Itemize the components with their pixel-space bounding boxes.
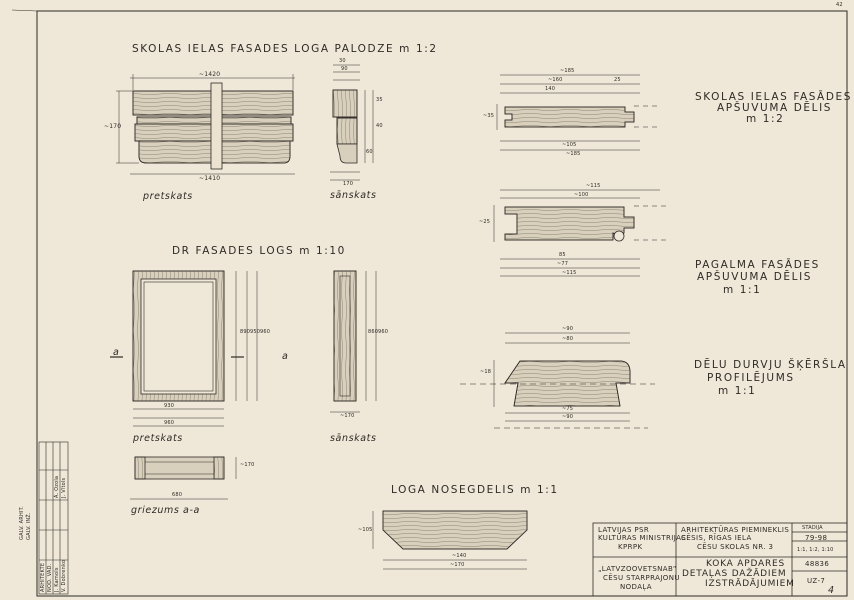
dim-sill-height: ~170 [104, 123, 122, 130]
tb-project-1: ARHITEKTŪRAS PIEMINEKLIS [681, 526, 790, 534]
sill-board-title: LOGA NOSEGDELIS m 1:1 [391, 484, 559, 496]
dim-street-side: ~35 [483, 113, 495, 119]
window-front-label: pretskats [133, 433, 183, 444]
sig-role-1: GALV. ARHIT. [19, 505, 25, 540]
dim-sill-side-b: 90 [341, 66, 348, 72]
dim-window-side-b: 960 [378, 329, 389, 335]
dim-sill-width: ~1420 [199, 71, 221, 78]
street-board-title-1: SKOLAS IELAS FASĀDES [695, 91, 853, 103]
sig-role-2: GALV. INŽ. [26, 512, 32, 540]
dim-gable-top-b: ~100 [574, 192, 589, 198]
dim-street-top-c: 140 [545, 86, 556, 92]
sig-name-2: V. Dobrenko [61, 559, 67, 592]
sig-name-4: J. Vītols [61, 477, 67, 498]
street-board-section [497, 75, 660, 150]
tb-workshop-2: CĒSU STARPRAJONU [603, 574, 680, 582]
window-section-aa [130, 457, 236, 499]
door-profile-title-1: DĒLU DURVJU ŠĶĒRŠLA [694, 359, 847, 371]
sig-role-3: ARHITEKTE [40, 562, 46, 592]
tb-project-3: CĒSU SKOLAS NR. 3 [697, 543, 774, 551]
dim-section-width: 680 [172, 492, 183, 498]
tb-workshop-1: „LATVZOOVETSNAB” [598, 565, 677, 573]
dim-door-c: ~18 [480, 369, 492, 375]
tb-workshop-3: NODAĻA [620, 583, 652, 591]
tb-archive-no: 48836 [805, 560, 830, 568]
street-board-scale: m 1:2 [746, 113, 785, 125]
sill-side-label: sānskats [330, 190, 377, 201]
dim-street-bottom-a: ~105 [562, 142, 577, 148]
dim-gable-top-a: ~115 [586, 183, 601, 189]
dim-gable-bottom-a: 85 [559, 252, 566, 258]
cut-mark-left: a [113, 347, 120, 358]
dim-nose-a: ~170 [450, 562, 465, 568]
dim-sill-width-low: ~1410 [199, 175, 221, 182]
dim-gable-side: ~25 [479, 219, 491, 225]
window-title: DR FASADES LOGS m 1:10 [172, 245, 346, 257]
sig-name-1: J. Kamols [54, 567, 60, 592]
gable-board-title-1: PAGALMA FASĀDES [695, 259, 820, 271]
sill-side-view [330, 65, 373, 180]
tb-institution-3: KPRPK [618, 543, 643, 551]
dim-street-top-b: ~160 [548, 77, 563, 83]
gable-board-title-2: APŠUVUMA DĒLIS [697, 271, 813, 283]
tb-date: 1:1, 1:2, 1:10 [797, 547, 834, 553]
sig-role-4: NOD. VAD. [47, 563, 53, 592]
street-board-title-2: APŠUVUMA DĒLIS [717, 102, 833, 114]
tb-years: 79-98 [805, 534, 828, 542]
tb-institution-2: KULTŪRAS MINISTRIJAS [598, 534, 687, 542]
gable-board-section [494, 190, 668, 276]
tb-sheet-no: UZ-7 [807, 577, 826, 585]
window-side-view [330, 271, 379, 412]
tb-stage-label: STADIJA [802, 525, 823, 531]
dim-street-top-a: ~185 [560, 68, 575, 74]
tb-drawing-name-1: KOKA APDARES [706, 559, 786, 569]
dim-section-height: ~170 [240, 462, 255, 468]
dim-gable-bottom-c: ~115 [562, 270, 577, 276]
dim-sill-side-f: 170 [343, 181, 354, 187]
dim-sill-side-d: 40 [376, 123, 383, 129]
dim-door-a: ~90 [562, 326, 574, 332]
tb-drawing-name-2: DETAĻAS DAŽĀDIEM [682, 569, 787, 579]
sig-name-3: Ā. Ozola [54, 475, 60, 498]
corner-mark-bottom: 4 [828, 585, 835, 596]
dim-street-bottom-b: ~185 [566, 151, 581, 157]
dim-door-e: ~90 [562, 414, 574, 420]
dim-window-d: 930 [164, 403, 175, 409]
dim-window-side-a: 860 [368, 329, 379, 335]
tb-drawing-name-3: IZSTRĀDĀJUMIEM [705, 579, 795, 589]
dim-sill-side-e: 60 [366, 149, 373, 155]
door-profile-scale: m 1:1 [718, 385, 757, 397]
window-front-view [110, 271, 257, 426]
corner-mark-top: 42 [836, 2, 843, 8]
sill-front-view [116, 71, 295, 174]
sill-front-label: pretskats [143, 191, 193, 202]
dim-window-e: 960 [164, 420, 175, 426]
dim-window-b: 950 [250, 329, 261, 335]
dim-sill-side-a: 30 [339, 58, 346, 64]
tb-institution-1: LATVIJAS PSR [598, 526, 650, 534]
window-side-label: sānskats [330, 433, 377, 444]
dim-door-d: ~75 [562, 406, 574, 412]
window-sill-title: SKOLAS IELAS FASADES LOGA PALODZE m 1:2 [132, 43, 438, 55]
cut-mark-right: a [282, 351, 289, 362]
tb-project-2: CĒSIS, RĪGAS IELA [681, 534, 752, 542]
dim-window-a: 890 [240, 329, 251, 335]
dim-door-b: ~80 [562, 336, 574, 342]
dim-gable-bottom-b: ~77 [557, 261, 569, 267]
window-section-label: griezums a-a [131, 505, 200, 516]
dim-street-top-d: 25 [614, 77, 621, 83]
door-profile-section [460, 333, 655, 428]
dim-window-c: 960 [260, 329, 271, 335]
gable-board-scale: m 1:1 [723, 284, 762, 296]
dim-nose-c: ~105 [358, 527, 373, 533]
dim-sill-side-c: 35 [376, 97, 383, 103]
nose-board-section [373, 511, 527, 569]
dim-window-side-c: ~170 [340, 413, 355, 419]
dim-nose-b: ~140 [452, 553, 467, 559]
door-profile-title-2: PROFILĒJUMS [707, 372, 795, 384]
